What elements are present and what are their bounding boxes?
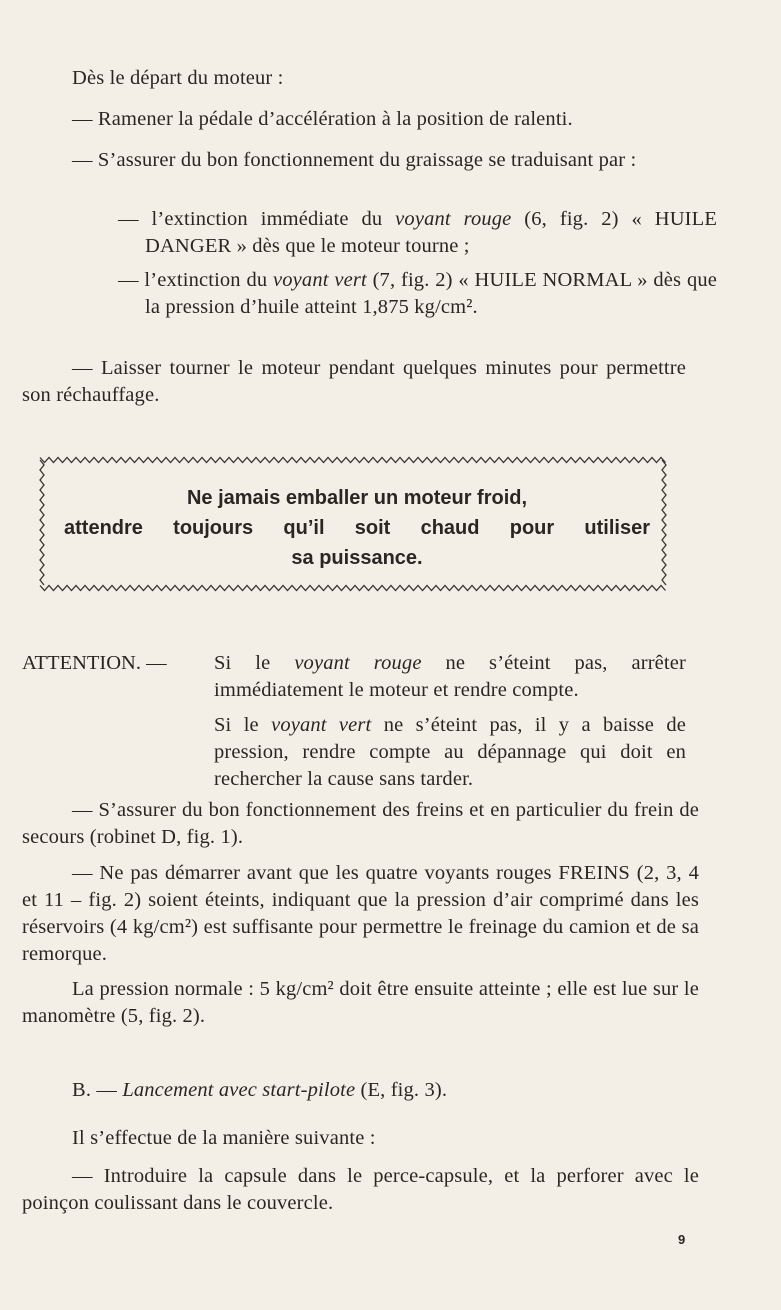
voyant-rouge-term: voyant rouge (395, 208, 512, 230)
callout-line-2: attendre toujours qu’il soit chaud pour utiliser (64, 517, 650, 539)
voyant-vert-term: voyant vert (273, 269, 367, 291)
instruction-capsule: — Introduire la capsule dans le perce-capsule, et la perforer avec le poinçon coulissant dans le couvercle. (22, 1165, 699, 1214)
instruction-voyants-freins: — Ne pas démarrer avant que les quatre voyants rouges FREINS (2, 3, 4 et 11 – fig. 2) soient éteints, indiquant que la pression d’air comprimé dans les réservoirs (4 kg/cm²) est suffisante pour permettre le freinage du camion et de sa remorque. (22, 862, 699, 965)
warning-callout-box (38, 455, 668, 593)
list-item-voyant-rouge: — l’extinction immédiate du voyant rouge (6, fig. 2) « HUILE DANGER » dès que le moteur tourne ; (118, 208, 717, 257)
callout-line-1: Ne jamais emballer un moteur froid, (186, 487, 528, 509)
instruction-freins: — S’assurer du bon fonctionnement des freins et en particulier du frein de secours (robinet D, fig. 1). (22, 799, 699, 848)
instruction-graissage: — S’assurer du bon fonctionnement du graissage se traduisant par : (72, 149, 637, 171)
attention-label: ATTENTION. — (22, 652, 167, 674)
instruction-rechauffage: — Laisser tourner le moteur pendant quelques minutes pour permettre son réchauffage. (22, 357, 686, 406)
instruction-ralenti: — Ramener la pédale d’accélération à la position de ralenti. (72, 108, 573, 130)
page-number: 9 (678, 1232, 686, 1247)
section-b-heading: B. — Lancement avec start-pilote (E, fig. 3). (72, 1079, 448, 1101)
attention-voyant-rouge: Si le voyant rouge ne s’éteint pas, arrêter immédiatement le moteur et rendre compte. (214, 652, 686, 701)
list-item-voyant-vert: — l’extinction du voyant vert (7, fig. 2) « HUILE NORMAL » dès que la pression d’huile atteint 1,875 kg/cm². (118, 269, 717, 318)
intro-line: Dès le départ du moteur : (72, 67, 284, 89)
pression-normale: La pression normale : 5 kg/cm² doit être ensuite atteinte ; elle est lue sur le manomètre (5, fig. 2). (22, 978, 699, 1027)
warning-callout-text (64, 483, 650, 573)
section-b-intro: Il s’effectue de la manière suivante : (72, 1127, 376, 1149)
attention-voyant-vert: Si le voyant vert ne s’éteint pas, il y a baisse de pression, rendre compte au dépannage qui doit en rechercher la cause sans tarder. (214, 714, 686, 790)
callout-line-3: sa puissance. (291, 547, 423, 569)
